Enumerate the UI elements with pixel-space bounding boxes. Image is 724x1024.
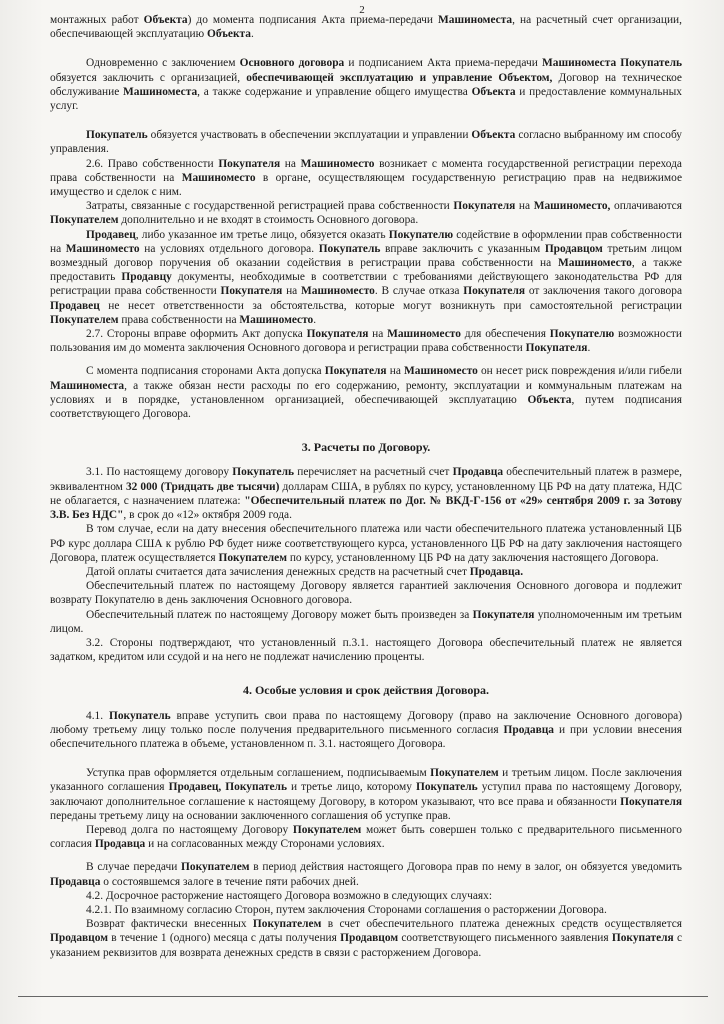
paragraph: Одновременно с заключением Основного договора и подписанием Акта приема-передачи Машиноместа Покупатель обязуется заключить с организацией, обеспечивающей эксплуатацию и управление Объектом, Договор на техническое обслуживание Машиноместа, а также содержание и управление общего имущества Объекта и предоставление коммунальных услуг.: [50, 57, 682, 113]
paragraph: С момента подписания сторонами Акта допуска Покупателя на Машиноместо он несет риск повреждения и/или гибели Машиноместа, а также обязан нести расходы по его содержанию, ремонту, эксплуатации и коммунальным платежам на условиях и в порядке, установленном организацией, обеспечивающей эксплуатацию Объекта, путем подписания соответствующего Договора.: [50, 365, 682, 421]
paragraph: Покупатель обязуется участвовать в обеспечении эксплуатации и управлении Объекта согласно выбранному им способу управления.: [50, 129, 682, 156]
paragraph: 4.2. Досрочное расторжение настоящего Договора возможно в следующих случаях:: [86, 889, 493, 902]
document-body: [50, 13, 682, 960]
page-number: 2: [359, 4, 365, 16]
section-heading: 3. Расчеты по Договору.: [301, 440, 431, 455]
paragraph: 3.2. Стороны подтверждают, что установленный п.3.1. настоящего Договора обеспечительный платеж не является задатком, кредитом или ссудой и на него не подлежат начислению проценты.: [50, 636, 682, 664]
paragraph: Уступка прав оформляется отдельным соглашением, подписываемым Покупателем и третьим лицом. После заключения указанного соглашения Продавец, Покупатель и третье лицо, которому Покупатель уступил права по настоящему Договору, заключают дополнительное соглашение к настоящему Договору, в котором указывают, что все права и обязанности Покупателя переданы третьему лицу на основании заключенного соглашения об уступке прав.: [50, 767, 682, 822]
paragraph: Перевод долга по настоящему Договору Покупателем может быть совершен только с предварительного письменного согласия Продавца и на согласованных между Сторонами условиях.: [50, 823, 682, 851]
paragraph: Возврат фактически внесенных Покупателем в счет обеспечительного платежа денежных средств осуществляется Продавцом в течение 1 (одного) месяца с даты получения Продавцом соответствующего письменного заявления Покупателя с указанием реквизитов для возврата денежных средств в связи с расторжением Договора.: [50, 918, 683, 959]
paragraph: В случае передачи Покупателем в период действия настоящего Договора прав по нему в залог, он обязуется уведомить Продавца о состоявшемся залоге в течение пяти рабочих дней.: [50, 861, 682, 888]
paragraph: Датой оплаты считается дата зачисления денежных средств на расчетный счет Продавца.: [86, 565, 524, 578]
paragraph: 4.1. Покупатель вправе уступить свои права по настоящему Договору (право на заключение Основного договора) любому третьему лицу только после получения предварительного письменного согласия Продавца и при условии внесения обеспечительного платежа в объеме, установленном п. 3.1. настоящего Договора.: [50, 709, 682, 750]
paragraph: 4.2.1. По взаимному согласию Сторон, путем заключения Сторонами соглашения о расторжении Договора.: [86, 903, 607, 916]
paragraph: 2.7. Стороны вправе оформить Акт допуска Покупателя на Машиноместо для обеспечения Покупателю возможности пользования им до момента заключения Основного договора и регистрации права собственности Покупателя.: [50, 328, 682, 355]
paragraph: монтажных работ Объекта) до момента подписания Акта приема-передачи Машиноместа, на расчетный счет организации, обеспечивающей эксплуатацию Объекта.: [50, 14, 682, 41]
bottom-rule: [18, 996, 708, 997]
paragraph: Обеспечительный платеж по настоящему Договору является гарантией заключения Основного договора и подлежит возврату Покупателю в день заключения Основного договора.: [50, 580, 682, 607]
paragraph: В том случае, если на дату внесения обеспечительного платежа или части обеспечительного платежа установленный ЦБ РФ курс доллара США к рублю РФ будет ниже соответствующего курса, установленного ЦБ РФ на дату заключения настоящего Договора, платеж осуществляется Покупателем по курсу, установленному ЦБ РФ на дату заключения настоящего Договора.: [50, 523, 682, 564]
paragraph: Обеспечительный платеж по настоящему Договору может быть произведен за Покупателя уполномоченным им третьим лицом.: [50, 608, 682, 635]
paragraph: 3.1. По настоящему договору Покупатель перечисляет на расчетный счет Продавца обеспечительный платеж в размере, эквивалентном 32 000 (Тридцать две тысячи) долларам США, в рублях по курсу, установленному ЦБ РФ на дату платежа, НДС не облагается, с назначением платежа: "Обеспечительный платеж по Дог. № ВКД-Г-156 от «29» сентября 2009 г. за Зотову З.В. Без НДС", в срок до «12» октября 2009 года.: [50, 466, 682, 522]
paragraph: 2.6. Право собственности Покупателя на Машиноместо возникает с момента государственной регистрации перехода права собственности на Машиноместо в органе, осуществляющем государственную регистрацию прав на недвижимое имущество и сделок с ним.: [50, 157, 682, 199]
paragraph: Затраты, связанные с государственной регистрацией права собственности Покупателя на Машиноместо, оплачиваются Покупателем дополнительно и не входят в стоимость Основного договора.: [50, 200, 682, 227]
paragraph: Продавец, либо указанное им третье лицо, обязуется оказать Покупателю содействие в оформлении прав собственности на Машиноместо на условиях отдельного договора. Покупатель вправе заключить с указанным Продавцом третьим лицом возмездный договор поручения об оказании содействия в регистрации права собственности на Машиноместо, а также предоставить Продавцу документы, необходимые в соответствии с требованиями действующего законодательства РФ для регистрации права собственности Покупателя на Машиноместо. В случае отказа Покупателя от заключения такого договора Продавец не несет ответственности за обстоятельства, которые могут возникнуть при самостоятельной регистрации Покупателем права собственности на Машиноместо.: [50, 228, 682, 326]
section-heading: 4. Особые условия и срок действия Договора.: [242, 683, 490, 698]
